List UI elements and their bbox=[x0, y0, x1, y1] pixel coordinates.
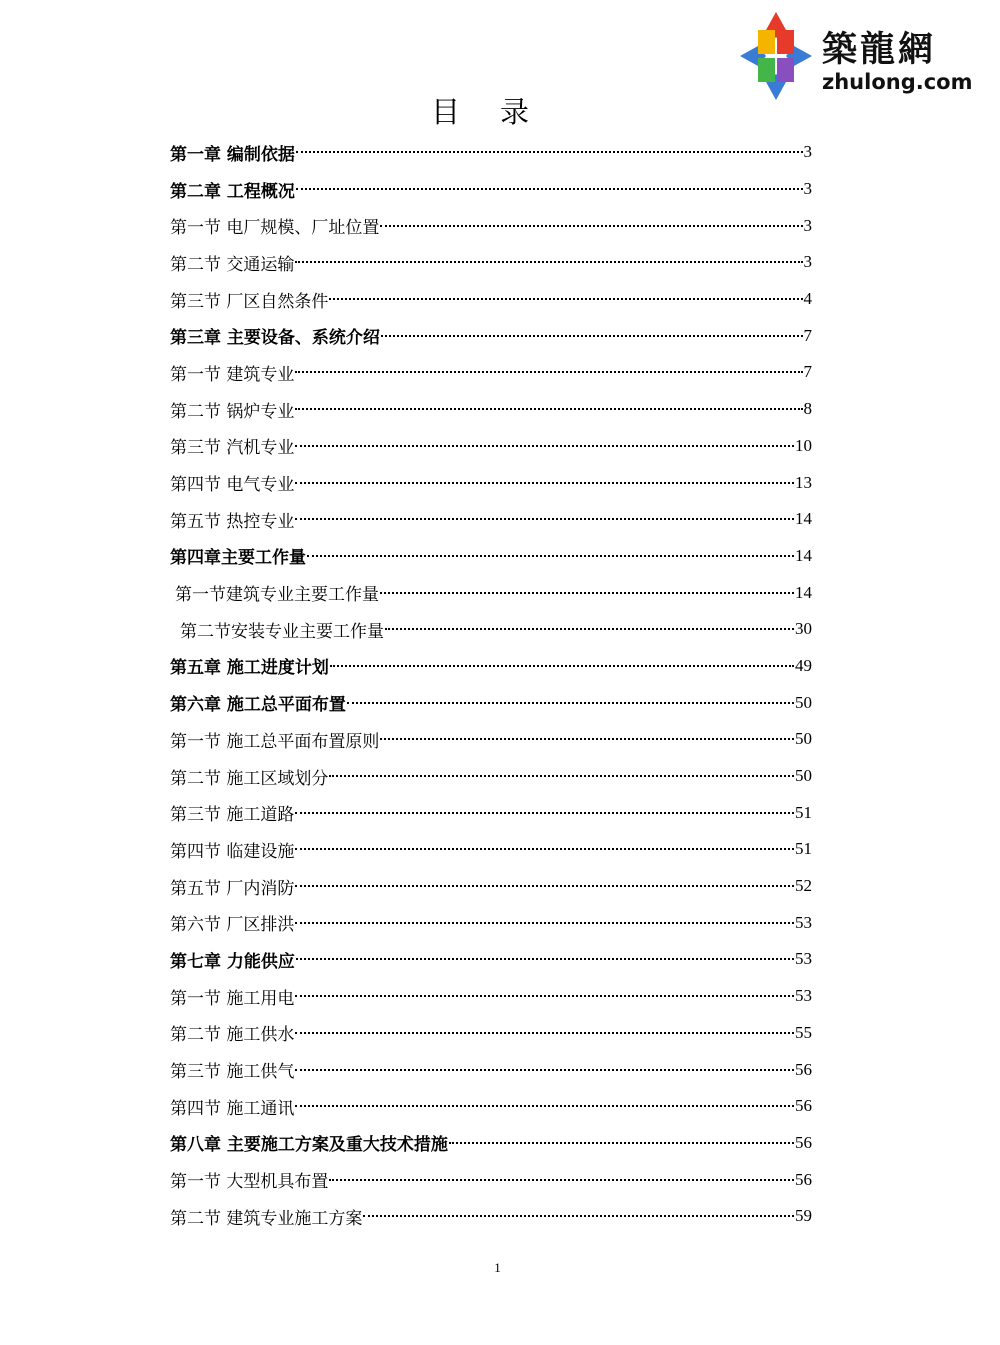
toc-dot-leader bbox=[295, 261, 802, 263]
toc-entry-page: 56 bbox=[795, 1132, 812, 1152]
toc-entry-label: 第八章 主要施工方案及重大技术措施 bbox=[170, 1135, 448, 1156]
toc-dot-leader bbox=[295, 518, 794, 520]
toc-dot-leader bbox=[381, 335, 803, 337]
toc-entry-label: 第一节 大型机具布置 bbox=[170, 1172, 329, 1193]
toc-dot-leader bbox=[380, 592, 794, 594]
toc-entry-label: 第二节 建筑专业施工方案 bbox=[170, 1208, 363, 1229]
table-of-contents bbox=[170, 134, 812, 1235]
logo-english-text: zhulong.com bbox=[822, 70, 973, 94]
toc-entry-page: 56 bbox=[795, 1096, 812, 1116]
toc-entry-label: 第二节 施工区域划分 bbox=[170, 768, 329, 789]
toc-entry-label: 第三章 主要设备、系统介绍 bbox=[170, 328, 380, 349]
toc-dot-leader bbox=[295, 1105, 794, 1107]
toc-dot-leader bbox=[295, 482, 794, 484]
toc-entry-page: 7 bbox=[803, 362, 812, 382]
toc-section-entry[interactable] bbox=[170, 868, 812, 905]
toc-entry-label: 第一章 编制依据 bbox=[170, 144, 295, 165]
toc-entry-page: 49 bbox=[795, 655, 812, 675]
toc-entry-page: 56 bbox=[795, 1169, 812, 1189]
toc-dot-leader bbox=[295, 445, 794, 447]
toc-chapter-entry[interactable] bbox=[170, 941, 812, 978]
toc-entry-page: 8 bbox=[803, 399, 812, 419]
toc-section-entry[interactable] bbox=[170, 1015, 812, 1052]
toc-dot-leader bbox=[295, 995, 794, 997]
toc-entry-page: 51 bbox=[795, 802, 812, 822]
toc-entry-label: 第一节 施工总平面布置原则 bbox=[170, 731, 380, 752]
toc-dot-leader bbox=[295, 1032, 794, 1034]
toc-chapter-entry[interactable] bbox=[170, 684, 812, 721]
toc-entry-label: 第三节 施工道路 bbox=[170, 805, 295, 826]
page-title: 目录 bbox=[430, 95, 569, 129]
toc-entry-label: 第三节 厂区自然条件 bbox=[170, 291, 329, 312]
toc-section-entry[interactable] bbox=[170, 1161, 812, 1198]
toc-entry-label: 第六章 施工总平面布置 bbox=[170, 695, 346, 716]
toc-entry-label: 第四节 电气专业 bbox=[170, 475, 295, 496]
toc-chapter-entry[interactable] bbox=[170, 1125, 812, 1162]
toc-section-entry[interactable] bbox=[170, 1051, 812, 1088]
toc-entry-page: 14 bbox=[795, 509, 812, 529]
toc-section-entry[interactable] bbox=[170, 1198, 812, 1235]
toc-dot-leader bbox=[330, 665, 794, 667]
toc-chapter-entry[interactable] bbox=[170, 134, 812, 171]
toc-section-entry[interactable] bbox=[170, 721, 812, 758]
toc-dot-leader bbox=[295, 922, 794, 924]
toc-dot-leader bbox=[329, 298, 802, 300]
toc-entry-page: 14 bbox=[795, 545, 812, 565]
toc-entry-label: 第三节 施工供气 bbox=[170, 1062, 295, 1083]
toc-section-entry[interactable] bbox=[170, 207, 812, 244]
toc-entry-label: 第一节 电厂规模、厂址位置 bbox=[170, 218, 380, 239]
toc-dot-leader bbox=[329, 1179, 794, 1181]
toc-entry-page: 53 bbox=[795, 912, 812, 932]
toc-entry-page: 56 bbox=[795, 1059, 812, 1079]
toc-section-entry[interactable] bbox=[170, 611, 812, 648]
toc-entry-page: 3 bbox=[803, 142, 812, 162]
toc-entry-page: 30 bbox=[795, 619, 812, 639]
toc-entry-label: 第五节 热控专业 bbox=[170, 511, 295, 532]
toc-entry-page: 52 bbox=[795, 876, 812, 896]
toc-entry-page: 59 bbox=[795, 1206, 812, 1226]
toc-entry-label: 第一节 建筑专业 bbox=[170, 364, 295, 385]
toc-entry-page: 3 bbox=[803, 252, 812, 272]
toc-entry-page: 53 bbox=[795, 986, 812, 1006]
toc-entry-page: 3 bbox=[803, 179, 812, 199]
toc-section-entry[interactable] bbox=[170, 391, 812, 428]
toc-entry-page: 4 bbox=[803, 289, 812, 309]
toc-chapter-entry[interactable] bbox=[170, 538, 812, 575]
toc-dot-leader bbox=[295, 1069, 794, 1071]
toc-dot-leader bbox=[296, 188, 803, 190]
toc-chapter-entry[interactable] bbox=[170, 317, 812, 354]
toc-entry-label: 第一节建筑专业主要工作量 bbox=[175, 585, 379, 606]
page-number: 1 bbox=[494, 1260, 501, 1275]
toc-dot-leader bbox=[385, 628, 794, 630]
toc-entry-page: 14 bbox=[795, 582, 812, 602]
toc-entry-page: 50 bbox=[795, 766, 812, 786]
zhulong-logo bbox=[736, 8, 973, 103]
toc-entry-label: 第二节 施工供水 bbox=[170, 1025, 295, 1046]
toc-dot-leader bbox=[295, 885, 794, 887]
toc-section-entry[interactable] bbox=[170, 281, 812, 318]
toc-dot-leader bbox=[307, 555, 794, 557]
toc-entry-page: 10 bbox=[795, 435, 812, 455]
toc-section-entry[interactable] bbox=[170, 794, 812, 831]
toc-entry-page: 50 bbox=[795, 692, 812, 712]
logo-mark-icon bbox=[736, 8, 816, 103]
toc-section-entry[interactable] bbox=[170, 428, 812, 465]
toc-dot-leader bbox=[295, 812, 794, 814]
toc-dot-leader bbox=[449, 1142, 794, 1144]
toc-dot-leader bbox=[363, 1215, 794, 1217]
toc-entry-page: 51 bbox=[795, 839, 812, 859]
toc-section-entry[interactable] bbox=[170, 1088, 812, 1125]
toc-entry-label: 第四节 施工通讯 bbox=[170, 1098, 295, 1119]
toc-section-entry[interactable] bbox=[170, 904, 812, 941]
toc-dot-leader bbox=[295, 408, 802, 410]
toc-entry-label: 第四节 临建设施 bbox=[170, 841, 295, 862]
toc-entry-page: 7 bbox=[803, 325, 812, 345]
toc-entry-label: 第二节 交通运输 bbox=[170, 254, 295, 275]
toc-entry-page: 53 bbox=[795, 949, 812, 969]
toc-dot-leader bbox=[380, 225, 802, 227]
toc-dot-leader bbox=[347, 702, 794, 704]
toc-entry-label: 第二节安装专业主要工作量 bbox=[180, 621, 384, 642]
toc-dot-leader bbox=[380, 738, 794, 740]
toc-entry-label: 第二章 工程概况 bbox=[170, 181, 295, 202]
toc-chapter-entry[interactable] bbox=[170, 648, 812, 685]
toc-section-entry[interactable] bbox=[170, 354, 812, 391]
toc-section-entry[interactable] bbox=[170, 758, 812, 795]
toc-entry-label: 第三节 汽机专业 bbox=[170, 438, 295, 459]
toc-entry-label: 第四章主要工作量 bbox=[170, 548, 306, 569]
toc-entry-page: 55 bbox=[795, 1022, 812, 1042]
toc-entry-label: 第二节 锅炉专业 bbox=[170, 401, 295, 422]
toc-entry-label: 第七章 力能供应 bbox=[170, 951, 295, 972]
logo-chinese-text: 築龍網 bbox=[822, 29, 937, 70]
toc-section-entry[interactable] bbox=[170, 244, 812, 281]
toc-entry-page: 3 bbox=[803, 215, 812, 235]
toc-dot-leader bbox=[296, 958, 794, 960]
toc-section-entry[interactable] bbox=[170, 831, 812, 868]
toc-dot-leader bbox=[296, 151, 803, 153]
toc-dot-leader bbox=[329, 775, 794, 777]
toc-section-entry[interactable] bbox=[170, 978, 812, 1015]
toc-entry-label: 第五节 厂内消防 bbox=[170, 878, 295, 899]
toc-entry-label: 第五章 施工进度计划 bbox=[170, 658, 329, 679]
toc-section-entry[interactable] bbox=[170, 501, 812, 538]
toc-chapter-entry[interactable] bbox=[170, 171, 812, 208]
toc-section-entry[interactable] bbox=[170, 574, 812, 611]
toc-entry-page: 13 bbox=[795, 472, 812, 492]
toc-entry-page: 50 bbox=[795, 729, 812, 749]
toc-dot-leader bbox=[295, 848, 794, 850]
toc-entry-label: 第六节 厂区排洪 bbox=[170, 915, 295, 936]
toc-entry-label: 第一节 施工用电 bbox=[170, 988, 295, 1009]
toc-dot-leader bbox=[295, 371, 802, 373]
toc-section-entry[interactable] bbox=[170, 464, 812, 501]
